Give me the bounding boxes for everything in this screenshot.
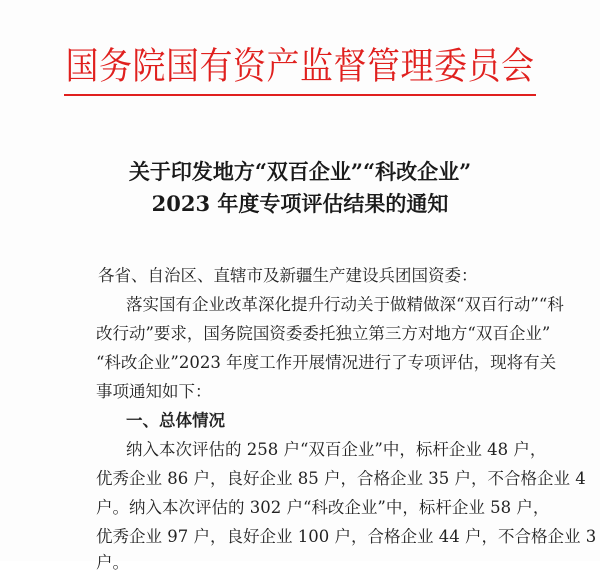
paragraph-1-line: “科改企业”2023 年度工作开展情况进行了专项评估，现将有关 <box>96 353 557 372</box>
letterhead-agency-name: 国务院国有资产监督管理委员会 <box>65 43 535 88</box>
document-title-line-1: 关于印发地方“双百企业”“科改企业” <box>128 159 472 184</box>
section-1-line: 优秀企业 97 户，良好企业 100 户，合格企业 44 户，不合格企业 3 <box>96 527 597 546</box>
section-heading: 一、总体情况 <box>126 411 225 430</box>
section-1-line: 户。纳入本次评估的 302 户“科改企业”中，标杆企业 58 户， <box>96 498 550 517</box>
paragraph-1-line: 事项通知如下： <box>96 382 212 401</box>
paragraph-1-line: 改行动”要求，国务院国资委委托独立第三方对地方“双百企业” <box>96 324 551 343</box>
document-title-line-2: 2023 年度专项评估结果的通知 <box>151 191 449 216</box>
section-1-line: 纳入本次评估的 258 户“双百企业”中，标杆企业 48 户， <box>126 440 547 459</box>
salutation: 各省、自治区、直辖市及新疆生产建设兵团国资委： <box>98 266 478 285</box>
paragraph-1-line: 落实国有企业改革深化提升行动关于做精做深“双百行动”“科 <box>126 295 564 314</box>
letterhead-red-rule <box>64 94 536 96</box>
section-1-line: 户。 <box>96 553 129 572</box>
section-1-line: 优秀企业 86 户，良好企业 85 户，合格企业 35 户，不合格企业 4 <box>96 469 586 488</box>
